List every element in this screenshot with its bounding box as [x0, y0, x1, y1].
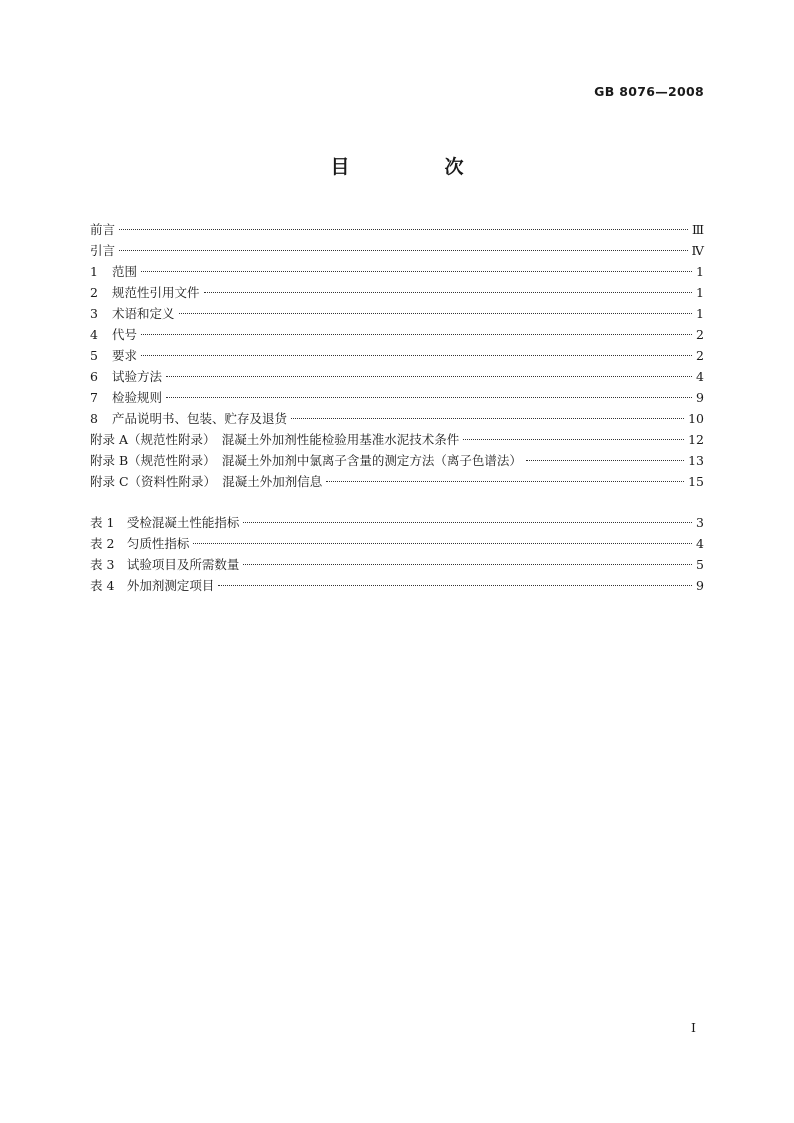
toc-entry-page: 2 [696, 348, 704, 363]
toc-entry-annex-a[interactable] [90, 429, 704, 450]
toc-entry-number: 2 [90, 285, 98, 300]
toc-entry-title: 附录 B（规范性附录） 混凝土外加剂中氯离子含量的测定方法（离子色谱法） [90, 453, 522, 468]
toc-entry-page: 10 [688, 411, 704, 426]
toc-entry-page: Ⅲ [691, 222, 704, 237]
toc-entry-codes[interactable] [90, 324, 704, 345]
toc-entry-title: 试验方法 [112, 369, 163, 384]
toc-entry-title: 要求 [112, 348, 138, 363]
toc-entry-introduction[interactable] [90, 240, 704, 261]
toc-entry-title: 引言 [90, 243, 116, 258]
standard-code: GB 8076—2008 [594, 84, 704, 99]
toc-entry-title: 范围 [112, 264, 138, 279]
toc-table-entry-4[interactable] [90, 575, 704, 596]
toc-table-entry-2[interactable] [90, 533, 704, 554]
toc-entry-title: 表 1 受检混凝土性能指标 [90, 515, 240, 530]
toc-table-entry-1[interactable] [90, 512, 704, 533]
toc-entry-title: 附录 A（规范性附录） 混凝土外加剂性能检验用基准水泥技术条件 [90, 432, 460, 447]
dot-leader [193, 543, 692, 544]
toc-entry-page: 1 [696, 285, 704, 300]
toc-entry-annex-c[interactable] [90, 471, 704, 492]
toc-entry-page: 4 [696, 536, 704, 551]
toc-entry-page: 13 [688, 453, 704, 468]
dot-leader [141, 271, 692, 272]
toc-entry-title: 规范性引用文件 [112, 285, 200, 300]
toc-entry-number: 7 [90, 390, 98, 405]
toc-entry-number: 8 [90, 411, 98, 426]
toc-entry-terms-definitions[interactable] [90, 303, 704, 324]
toc-entry-page: 2 [696, 327, 704, 342]
toc-entry-title: 术语和定义 [112, 306, 175, 321]
toc-entry-page: 12 [688, 432, 704, 447]
dot-leader [166, 397, 692, 398]
toc-entry-annex-b[interactable] [90, 450, 704, 471]
toc-entry-page: 4 [696, 369, 704, 384]
toc-main-list [90, 219, 704, 492]
dot-leader [218, 585, 692, 586]
toc-entry-page: Ⅳ [691, 243, 704, 258]
dot-leader [166, 376, 692, 377]
toc-entry-page: 1 [696, 264, 704, 279]
toc-entry-requirements[interactable] [90, 345, 704, 366]
page-title: 目 次 [330, 156, 502, 178]
toc-entry-title: 前言 [90, 222, 116, 237]
toc-entry-title: 表 2 匀质性指标 [90, 536, 190, 551]
toc-entry-preface[interactable] [90, 219, 704, 240]
toc-entry-test-methods[interactable] [90, 366, 704, 387]
dot-leader [179, 313, 692, 314]
dot-leader [204, 292, 692, 293]
toc-entry-packaging-storage[interactable] [90, 408, 704, 429]
toc-entry-title: 附录 C（资料性附录） 混凝土外加剂信息 [90, 474, 323, 489]
dot-leader [291, 418, 684, 419]
toc-entry-number: 4 [90, 327, 98, 342]
dot-leader [526, 460, 684, 461]
toc-entry-title: 表 3 试验项目及所需数量 [90, 557, 240, 572]
toc-entry-title: 表 4 外加剂测定项目 [90, 578, 215, 593]
dot-leader [463, 439, 684, 440]
toc-entry-title: 代号 [112, 327, 138, 342]
dot-leader [119, 229, 688, 230]
toc-entry-number: 6 [90, 369, 98, 384]
dot-leader [243, 564, 692, 565]
dot-leader [141, 355, 692, 356]
toc-entry-page: 9 [696, 390, 704, 405]
toc-table-entry-3[interactable] [90, 554, 704, 575]
toc-entry-scope[interactable] [90, 261, 704, 282]
toc-entry-page: 3 [696, 515, 704, 530]
dot-leader [243, 522, 692, 523]
toc-entry-normative-references[interactable] [90, 282, 704, 303]
dot-leader [141, 334, 692, 335]
page-number: Ⅰ [691, 1020, 696, 1035]
toc-entry-title: 检验规则 [112, 390, 163, 405]
toc-entry-page: 9 [696, 578, 704, 593]
toc-entry-page: 15 [688, 474, 704, 489]
toc-entry-number: 1 [90, 264, 98, 279]
toc-entry-inspection-rules[interactable] [90, 387, 704, 408]
toc-entry-number: 5 [90, 348, 98, 363]
dot-leader [326, 481, 684, 482]
toc-entry-number: 3 [90, 306, 98, 321]
dot-leader [119, 250, 687, 251]
toc-entry-page: 5 [696, 557, 704, 572]
toc-entry-page: 1 [696, 306, 704, 321]
toc-entry-title: 产品说明书、包装、贮存及退货 [112, 411, 288, 426]
toc-tables-list [90, 512, 704, 596]
